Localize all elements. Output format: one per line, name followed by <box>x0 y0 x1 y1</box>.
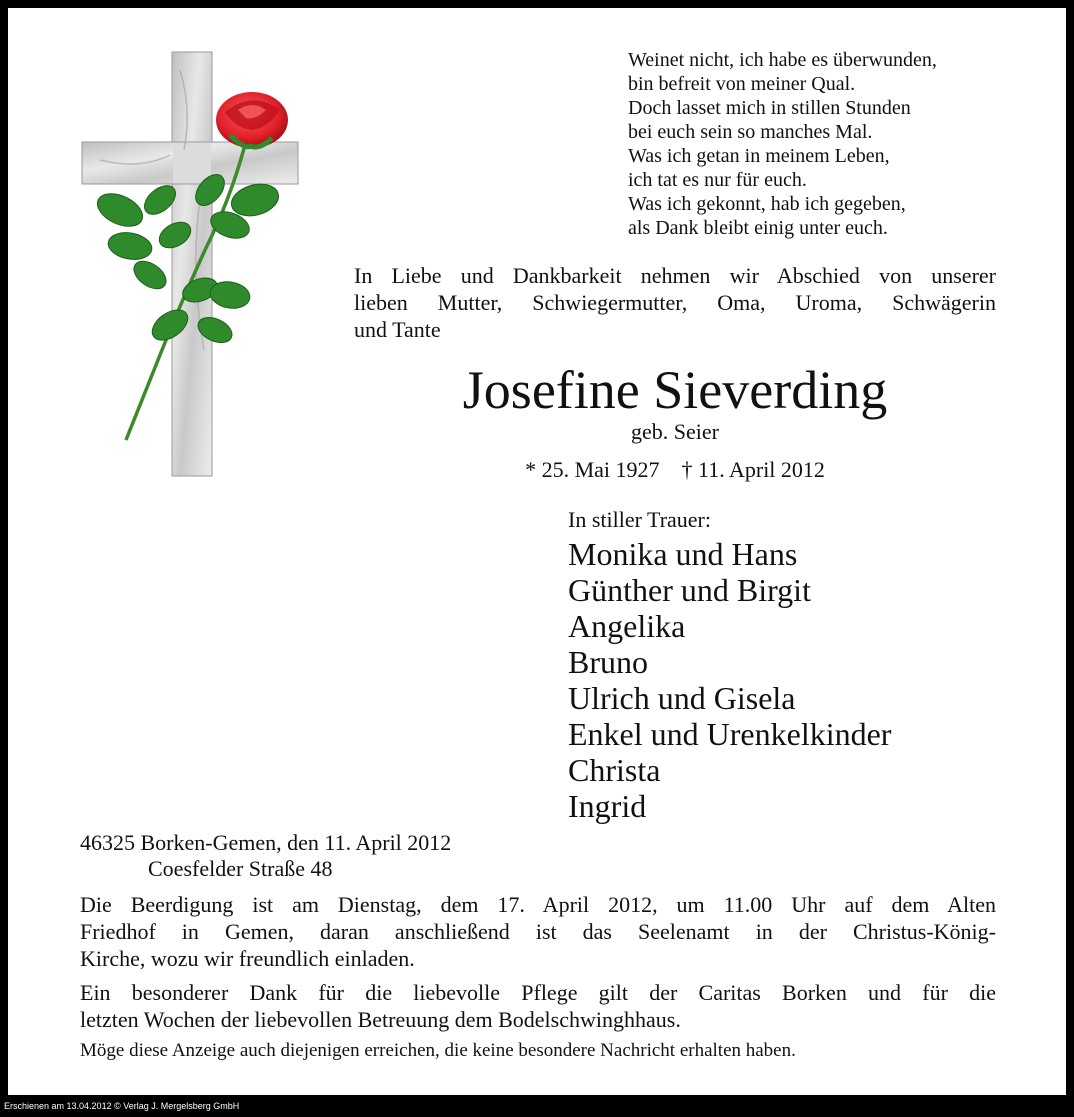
poem <box>628 48 937 240</box>
mourner-name: Ingrid <box>568 788 647 824</box>
place-date: 46325 Borken-Gemen, den 11. April 2012 <box>80 830 452 855</box>
mourning-label: In stiller Trauer: <box>568 507 711 532</box>
intro-line: und Tante <box>354 317 441 342</box>
thanks-line: letzten Wochen der liebevollen Betreuung dem Bodelschwinghhaus. <box>80 1007 681 1032</box>
closing-note: Möge diese Anzeige auch diejenigen erreichen, die keine besondere Nachricht erhalten haben. <box>80 1040 796 1061</box>
mourner-name: Monika und Hans <box>568 536 798 572</box>
mourner-name: Enkel und Urenkelkinder <box>568 716 892 752</box>
mourner-name: Angelika <box>568 608 686 644</box>
poem-line: Weinet nicht, ich habe es überwunden, <box>628 49 937 71</box>
poem-line: Doch lasset mich in stillen Stunden <box>628 97 911 119</box>
life-dates <box>354 456 996 484</box>
mourners-list <box>568 536 891 824</box>
place-and-address <box>80 830 451 882</box>
thanks-notice <box>80 979 996 1033</box>
mourner-name: Ulrich und Gisela <box>568 680 796 716</box>
poem-line: Was ich gekonnt, hab ich gegeben, <box>628 193 906 215</box>
mourner-name: Günther und Birgit <box>568 572 811 608</box>
funeral-line: Friedhof in Gemen, daran anschließend ist das Seelenamt in der Christus-König- <box>80 919 996 944</box>
poem-line: bei euch sein so manches Mal. <box>628 121 873 143</box>
cross-with-rose-icon <box>80 50 310 478</box>
obituary-page <box>8 8 1066 1095</box>
mourner-name: Christa <box>568 752 661 788</box>
intro-line: lieben Mutter, Schwiegermutter, Oma, Uroma, Schwägerin <box>354 290 996 315</box>
death-date: † 11. April 2012 <box>681 457 825 482</box>
poem-line: als Dank bleibt einig unter euch. <box>628 217 888 239</box>
poem-line: ich tat es nur für euch. <box>628 169 807 191</box>
funeral-notice <box>80 891 996 972</box>
thanks-line: Ein besonderer Dank für die liebevolle Pflege gilt der Caritas Borken und für die <box>80 980 996 1005</box>
publication-footer: Erschienen am 13.04.2012 © Verlag J. Mergelsberg GmbH <box>4 1101 240 1111</box>
funeral-line: Die Beerdigung ist am Dienstag, dem 17. April 2012, um 11.00 Uhr auf dem Alten <box>80 892 996 917</box>
street-address: Coesfelder Straße 48 <box>148 856 333 881</box>
birth-name: geb. Seier <box>631 419 719 444</box>
intro-line: In Liebe und Dankbarkeit nehmen wir Abschied von unserer <box>354 263 996 288</box>
birth-date: * 25. Mai 1927 <box>525 457 660 482</box>
poem-line: bin befreit von meiner Qual. <box>628 73 856 95</box>
poem-line: Was ich getan in meinem Leben, <box>628 145 890 167</box>
farewell-intro <box>354 262 996 343</box>
mourner-name: Bruno <box>568 644 648 680</box>
funeral-line: Kirche, wozu wir freundlich einladen. <box>80 946 415 971</box>
deceased-name: Josefine Sieverding <box>462 360 888 420</box>
